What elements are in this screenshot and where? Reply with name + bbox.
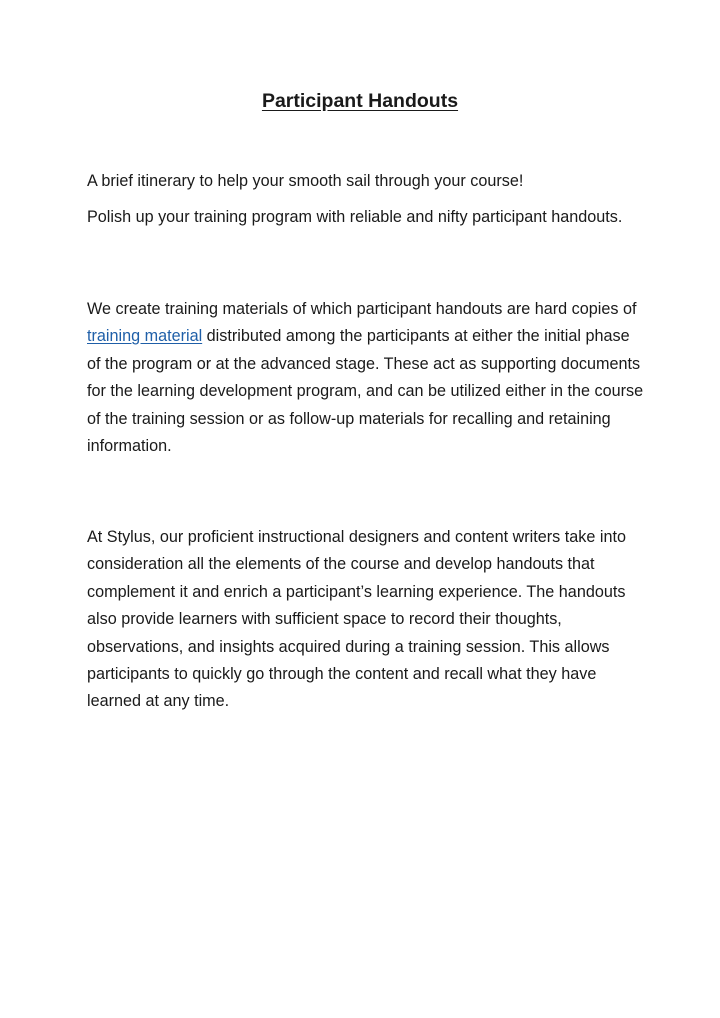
intro-paragraph: A brief itinerary to help your smooth sail through your course! — [87, 172, 524, 190]
training-material-link[interactable]: training material — [87, 327, 203, 346]
training-materials-paragraph — [87, 296, 647, 460]
paragraph-text-after-link: distributed among the participants at either the initial phase of the program or at the advanced stage. These act as supporting documents for the learning development program, and can be utilized either in the course of the training session or as follow-up materials for recalling and retaining information. — [87, 327, 644, 456]
stylus-paragraph: At Stylus, our proficient instructional designers and content writers take into consideration all the elements of the course and develop handouts that complement it and enrich a participant’s learning experience. The handouts also provide learners with sufficient space to record their thoughts, observations, and insights acquired during a training session. This allows participants to quickly go through the content and recall what they have learned at any time. — [87, 528, 626, 711]
tagline-paragraph: Polish up your training program with reliable and nifty participant handouts. — [87, 208, 623, 226]
paragraph-text-before-link: We create training materials of which participant handouts are hard copies of — [87, 300, 637, 318]
page-title: Participant Handouts — [261, 90, 459, 112]
